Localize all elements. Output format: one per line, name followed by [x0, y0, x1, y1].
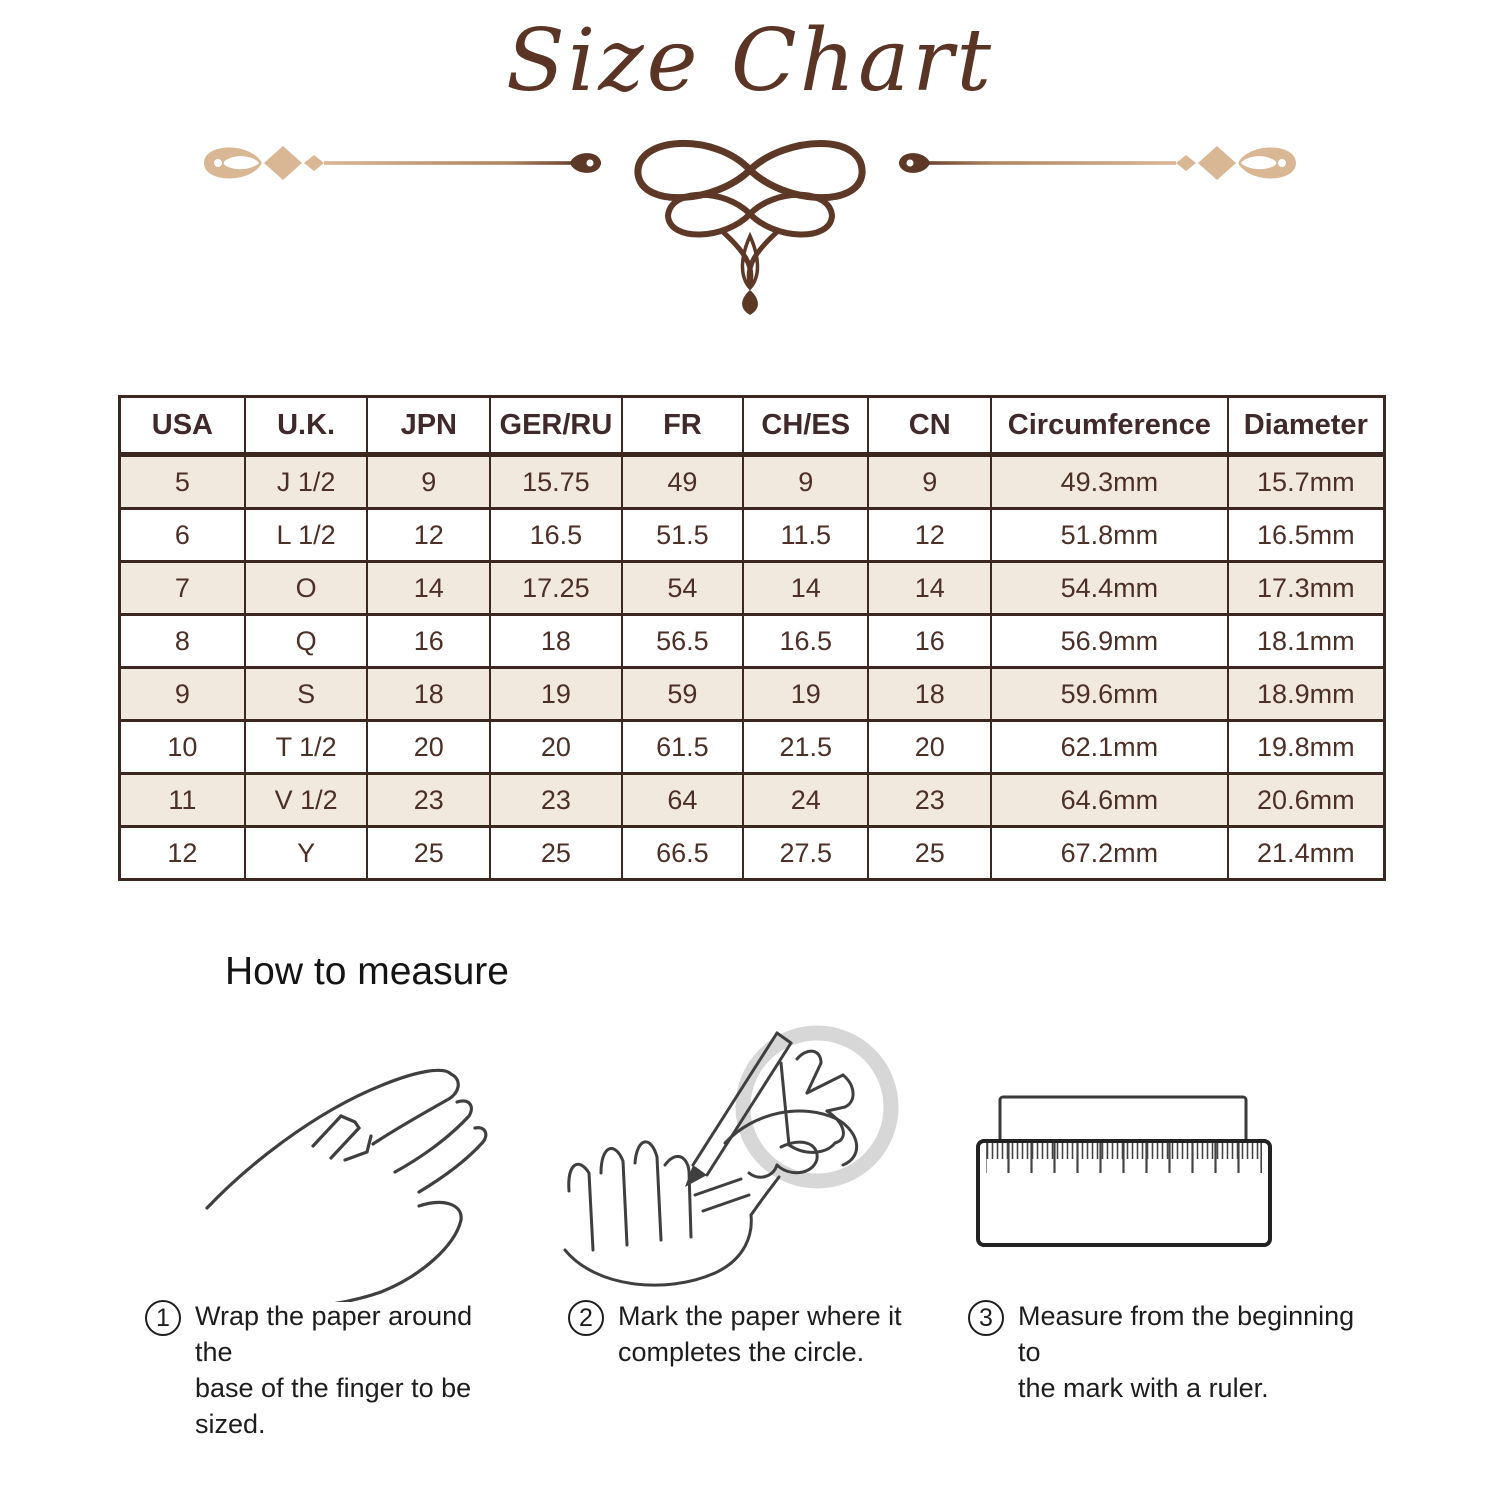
table-cell: 25 — [367, 827, 490, 880]
table-cell: 11.5 — [743, 509, 868, 562]
table-cell: 20 — [868, 721, 991, 774]
table-header-cell: Diameter — [1228, 397, 1385, 455]
table-cell: 18 — [868, 668, 991, 721]
table-cell: 17.25 — [490, 562, 622, 615]
table-cell: 14 — [743, 562, 868, 615]
table-cell: 18.1mm — [1228, 615, 1385, 668]
table-cell: 18 — [490, 615, 622, 668]
table-cell: 12 — [868, 509, 991, 562]
table-cell: 16.5 — [490, 509, 622, 562]
table-cell: 66.5 — [622, 827, 743, 880]
step-2-number-badge: 2 — [568, 1300, 604, 1336]
table-cell: 61.5 — [622, 721, 743, 774]
table-cell: Q — [245, 615, 368, 668]
table-cell: 19 — [490, 668, 622, 721]
table-cell: 25 — [490, 827, 622, 880]
table-cell: 59 — [622, 668, 743, 721]
table-cell: 16.5mm — [1228, 509, 1385, 562]
table-header-cell: JPN — [367, 397, 490, 455]
page-title: Size Chart — [505, 11, 995, 111]
table-cell: 56.5 — [622, 615, 743, 668]
table-cell: 54 — [622, 562, 743, 615]
table-cell: 8 — [120, 615, 245, 668]
table-cell: Y — [245, 827, 368, 880]
table-cell: 49.3mm — [991, 455, 1228, 509]
table-cell: 21.4mm — [1228, 827, 1385, 880]
table-cell: L 1/2 — [245, 509, 368, 562]
table-cell: 49 — [622, 455, 743, 509]
table-cell: V 1/2 — [245, 774, 368, 827]
table-header-cell: FR — [622, 397, 743, 455]
table-cell: 18.9mm — [1228, 668, 1385, 721]
table-cell: 19.8mm — [1228, 721, 1385, 774]
table-cell: J 1/2 — [245, 455, 368, 509]
table-cell: 51.8mm — [991, 509, 1228, 562]
table-row — [120, 774, 1385, 827]
table-cell: 10 — [120, 721, 245, 774]
table-cell: 11 — [120, 774, 245, 827]
measure-step-3 — [968, 1298, 1368, 1406]
table-cell: 25 — [868, 827, 991, 880]
ornamental-flourish-divider-icon — [170, 136, 1330, 326]
step-3-text: Measure from the beginning to the mark with a ruler. — [1018, 1301, 1355, 1403]
table-cell: 64.6mm — [991, 774, 1228, 827]
table-header-cell: CN — [868, 397, 991, 455]
table-cell: 6 — [120, 509, 245, 562]
table-cell: 20.6mm — [1228, 774, 1385, 827]
table-header-cell: U.K. — [245, 397, 368, 455]
table-cell: 9 — [120, 668, 245, 721]
table-row — [120, 509, 1385, 562]
table-cell: 62.1mm — [991, 721, 1228, 774]
table-row — [120, 562, 1385, 615]
table-cell: 14 — [367, 562, 490, 615]
table-cell: 20 — [490, 721, 622, 774]
step-2-text: Mark the paper where it completes the circle. — [618, 1301, 902, 1367]
table-cell: 21.5 — [743, 721, 868, 774]
table-row — [120, 721, 1385, 774]
table-header-cell: GER/RU — [490, 397, 622, 455]
table-cell: 12 — [120, 827, 245, 880]
table-cell: 12 — [367, 509, 490, 562]
ruler-measuring-paper-icon — [960, 1075, 1305, 1275]
table-cell: O — [245, 562, 368, 615]
table-cell: 16 — [868, 615, 991, 668]
step-3-number-badge: 3 — [968, 1300, 1004, 1336]
hand-with-paper-strip-icon — [195, 1040, 555, 1302]
table-cell: 16.5 — [743, 615, 868, 668]
table-cell: 20 — [367, 721, 490, 774]
table-cell: 23 — [868, 774, 991, 827]
table-cell: T 1/2 — [245, 721, 368, 774]
hands-marking-paper-with-pencil-icon — [545, 1015, 915, 1300]
table-cell: 24 — [743, 774, 868, 827]
table-cell: 18 — [367, 668, 490, 721]
ring-size-table — [118, 395, 1386, 881]
table-header-cell: USA — [120, 397, 245, 455]
table-cell: 54.4mm — [991, 562, 1228, 615]
table-row — [120, 615, 1385, 668]
table-header-row — [120, 397, 1385, 455]
table-cell: 15.75 — [490, 455, 622, 509]
table-cell: 17.3mm — [1228, 562, 1385, 615]
table-cell: 9 — [868, 455, 991, 509]
table-row — [120, 668, 1385, 721]
table-row — [120, 827, 1385, 880]
table-cell: 27.5 — [743, 827, 868, 880]
table-cell: 56.9mm — [991, 615, 1228, 668]
table-cell: 14 — [868, 562, 991, 615]
table-cell: 9 — [743, 455, 868, 509]
table-cell: 67.2mm — [991, 827, 1228, 880]
step-1-number-badge: 1 — [145, 1300, 181, 1336]
table-header-cell: CH/ES — [743, 397, 868, 455]
table-cell: 5 — [120, 455, 245, 509]
how-to-measure-heading: How to measure — [225, 950, 509, 993]
step-1-text: Wrap the paper around the base of the finger to be sized. — [195, 1301, 473, 1439]
table-cell: 59.6mm — [991, 668, 1228, 721]
table-cell: 23 — [367, 774, 490, 827]
table-header-cell: Circumference — [991, 397, 1228, 455]
table-cell: 15.7mm — [1228, 455, 1385, 509]
table-cell: 7 — [120, 562, 245, 615]
ring-size-table-wrap — [118, 395, 1386, 881]
table-cell: 16 — [367, 615, 490, 668]
table-cell: 51.5 — [622, 509, 743, 562]
measure-step-2 — [568, 1298, 908, 1370]
table-cell: 64 — [622, 774, 743, 827]
table-row — [120, 455, 1385, 509]
measure-step-1 — [145, 1298, 517, 1442]
table-cell: S — [245, 668, 368, 721]
table-cell: 23 — [490, 774, 622, 827]
table-cell: 9 — [367, 455, 490, 509]
table-cell: 19 — [743, 668, 868, 721]
